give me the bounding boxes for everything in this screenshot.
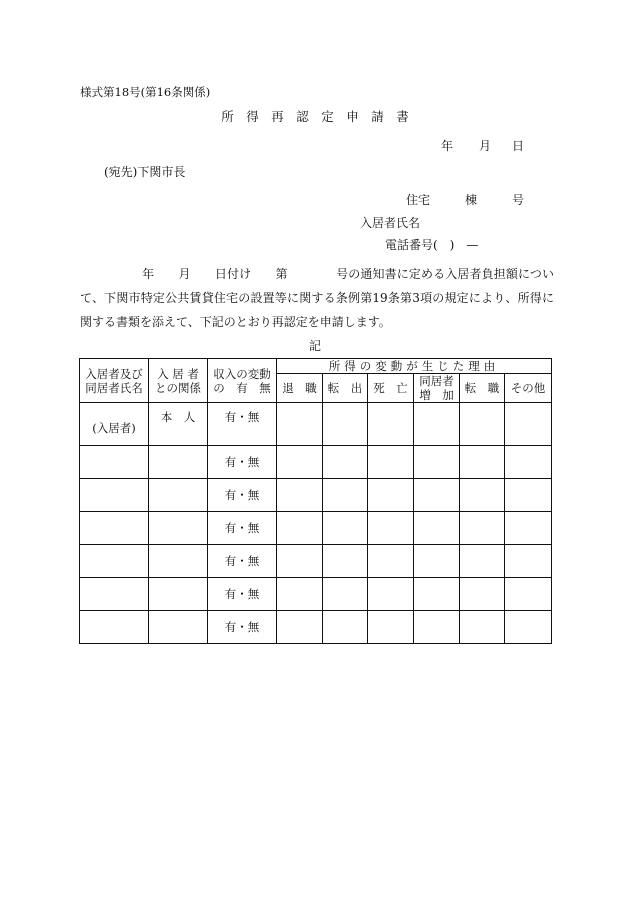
cell-reason-other[interactable] — [505, 611, 552, 644]
table-row — [80, 545, 552, 578]
cell-reason-other[interactable] — [505, 446, 552, 479]
cell-reason-death[interactable] — [368, 479, 414, 512]
table-row — [80, 446, 552, 479]
cell-relation[interactable] — [149, 545, 208, 578]
cell-reason-job-change[interactable] — [460, 611, 505, 644]
yes-no-option: 有・無 — [224, 488, 260, 502]
cell-reason-cohabitant-increase[interactable] — [414, 446, 460, 479]
table-row — [80, 611, 552, 644]
housing-label: 住宅 — [406, 193, 431, 207]
reason-death: 死 亡 — [368, 374, 414, 403]
table-row — [80, 479, 552, 512]
date-month-label: 月 — [479, 139, 492, 153]
cell-relation[interactable] — [149, 446, 208, 479]
cell-reason-death[interactable] — [368, 446, 414, 479]
cell-reason-other[interactable] — [505, 403, 552, 446]
yes-no-option: 有・無 — [224, 455, 260, 469]
cell-reason-other[interactable] — [505, 545, 552, 578]
header-relation-line1: 入 居 者 — [157, 366, 199, 381]
cell-yes-no[interactable] — [208, 578, 277, 611]
reason-retirement: 退 職 — [277, 374, 323, 403]
room-number-label: 号 — [512, 193, 525, 207]
header-relation-line2: との関係 — [155, 380, 201, 395]
table-row — [80, 403, 552, 446]
form-number: 様式第18号(第16条関係) — [80, 85, 211, 99]
reason-cohabitant-increase — [414, 374, 460, 403]
cell-reason-job-change[interactable] — [460, 446, 505, 479]
cell-reason-death[interactable] — [368, 512, 414, 545]
cell-reason-death[interactable] — [368, 578, 414, 611]
cell-reason-cohabitant-increase[interactable] — [414, 403, 460, 446]
header-names — [80, 359, 149, 403]
cell-reason-moving-out[interactable] — [323, 611, 368, 644]
cell-reason-job-change[interactable] — [460, 545, 505, 578]
cell-reason-retirement[interactable] — [277, 512, 323, 545]
header-reason-group: 所得の変動が生じた理由 — [277, 359, 552, 374]
cell-reason-other[interactable] — [505, 512, 552, 545]
header-income-change-line2: の 有 無 — [213, 380, 271, 395]
cell-reason-death[interactable] — [368, 403, 414, 446]
cell-name[interactable] — [80, 611, 149, 644]
cell-relation[interactable] — [149, 578, 208, 611]
cell-reason-retirement[interactable] — [277, 611, 323, 644]
cell-reason-retirement[interactable] — [277, 403, 323, 446]
application-body-text: 年 月 日付け 第 号の通知書に定める入居者負担額について、下関市特定公共賃貸住宅の設置等に関する条例第19条第3項の規定により、所得に関する書類を添えて、下記のとおり再認定を申請します。 — [80, 267, 554, 329]
cell-reason-moving-out[interactable] — [323, 479, 368, 512]
reason-cohabitant-line2: 増 加 — [419, 388, 454, 402]
cell-relation[interactable] — [149, 512, 208, 545]
cell-yes-no[interactable] — [208, 611, 277, 644]
cell-reason-cohabitant-increase[interactable] — [414, 545, 460, 578]
reason-job-change: 転 職 — [460, 374, 505, 403]
cell-reason-job-change[interactable] — [460, 479, 505, 512]
cell-relation[interactable] — [149, 479, 208, 512]
yes-no-option: 有・無 — [224, 410, 260, 424]
cell-reason-moving-out[interactable] — [323, 446, 368, 479]
table-row — [80, 512, 552, 545]
header-relation — [149, 359, 208, 403]
building-label: 棟 — [465, 193, 478, 207]
cell-name[interactable] — [80, 578, 149, 611]
cell-reason-other[interactable] — [505, 578, 552, 611]
phone-number-label: 電話番号( ) — — [385, 238, 479, 252]
yes-no-option: 有・無 — [224, 587, 260, 601]
header-names-line1: 入居者及び — [85, 366, 143, 381]
cell-reason-death[interactable] — [368, 545, 414, 578]
cell-name[interactable] — [80, 446, 149, 479]
cell-reason-cohabitant-increase[interactable] — [414, 578, 460, 611]
cell-relation[interactable] — [149, 403, 208, 446]
cell-reason-moving-out[interactable] — [323, 403, 368, 446]
cell-reason-retirement[interactable] — [277, 545, 323, 578]
cell-reason-moving-out[interactable] — [323, 512, 368, 545]
cell-reason-cohabitant-increase[interactable] — [414, 479, 460, 512]
cell-reason-moving-out[interactable] — [323, 545, 368, 578]
cell-resident-name[interactable] — [80, 403, 149, 446]
cell-reason-retirement[interactable] — [277, 446, 323, 479]
cell-reason-death[interactable] — [368, 611, 414, 644]
addressee: (宛先)下関市長 — [104, 165, 186, 179]
reason-other: その他 — [505, 374, 552, 403]
cell-yes-no[interactable] — [208, 446, 277, 479]
reason-moving-out: 転 出 — [323, 374, 368, 403]
cell-reason-retirement[interactable] — [277, 479, 323, 512]
cell-reason-retirement[interactable] — [277, 578, 323, 611]
yes-no-option: 有・無 — [224, 554, 260, 568]
resident-placeholder: (入居者) — [92, 421, 136, 435]
cell-yes-no[interactable] — [208, 479, 277, 512]
application-body — [80, 262, 554, 334]
cell-yes-no[interactable] — [208, 545, 277, 578]
table-row — [80, 578, 552, 611]
header-income-change — [208, 359, 277, 403]
cell-relation[interactable] — [149, 611, 208, 644]
cell-reason-job-change[interactable] — [460, 578, 505, 611]
date-day-label: 日 — [512, 139, 525, 153]
date-year-label: 年 — [441, 139, 454, 153]
cell-reason-job-change[interactable] — [460, 512, 505, 545]
self-label: 本 人 — [160, 410, 196, 424]
cell-yes-no[interactable] — [208, 512, 277, 545]
yes-no-option: 有・無 — [224, 521, 260, 535]
cell-reason-job-change[interactable] — [460, 403, 505, 446]
resident-name-label: 入居者氏名 — [360, 216, 421, 230]
cell-reason-cohabitant-increase[interactable] — [414, 512, 460, 545]
income-change-table — [79, 358, 552, 644]
cell-name[interactable] — [80, 512, 149, 545]
yes-no-option: 有・無 — [224, 620, 260, 634]
cell-name[interactable] — [80, 545, 149, 578]
header-names-line2: 同居者氏名 — [85, 380, 143, 395]
header-income-change-line1: 収入の変動 — [213, 366, 271, 381]
cell-name[interactable] — [80, 479, 149, 512]
cell-reason-moving-out[interactable] — [323, 578, 368, 611]
reason-cohabitant-line1: 同居者 — [419, 374, 454, 388]
ki-heading: 記 — [308, 339, 321, 353]
cell-yes-no[interactable] — [208, 403, 277, 446]
cell-reason-other[interactable] — [505, 479, 552, 512]
document-title: 所 得 再 認 定 申 請 書 — [221, 109, 409, 124]
cell-reason-cohabitant-increase[interactable] — [414, 611, 460, 644]
